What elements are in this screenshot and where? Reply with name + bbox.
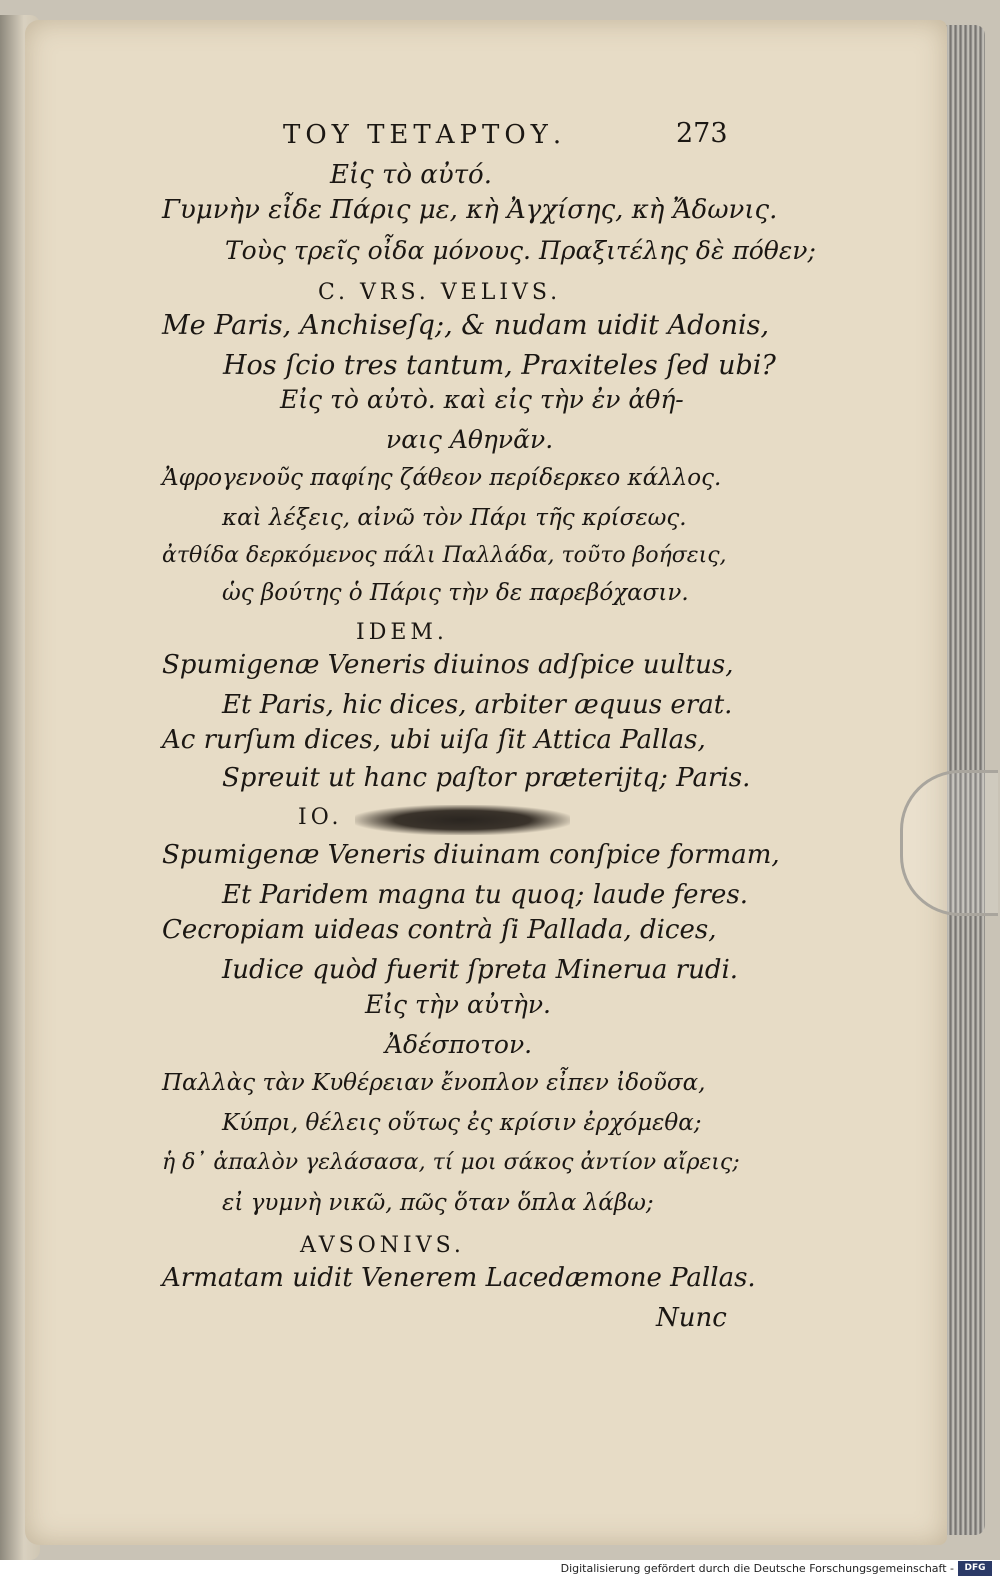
dfg-logo: DFG: [958, 1561, 992, 1576]
text-line: Γυμνὴν εἶδε Πάρις με, κὴ Ἀγχίσης, κὴ Ἄδωνις.: [162, 195, 778, 225]
page-number: 273: [676, 118, 728, 149]
section-heading: C. VRS. VELIVS.: [318, 280, 562, 305]
text-line: Εἰς τὸ αὐτὸ. καὶ εἰς τὴν ἐν ἀθή-: [280, 385, 684, 414]
text-line: Ἀδέσποτον.: [385, 1030, 533, 1059]
text-line: Spumigenæ Veneris diuinos adſpice uultus,: [162, 650, 734, 680]
text-line: ἡ δ᾽ ἁπαλὸν γελάσασα, τί μοι σάκος ἀντίον αἴρεις;: [162, 1150, 740, 1175]
text-line: Me Paris, Anchiseſq;, & nudam uidit Adonis,: [162, 310, 770, 341]
ink-smudge: [355, 805, 570, 835]
text-line: ὡς βούτης ὁ Πάρις τὴν δε παρεβόχασιν.: [222, 580, 689, 606]
text-line: εἰ γυμνὴ νικῶ, πῶς ὅταν ὅπλα λάβω;: [222, 1190, 654, 1216]
section-heading: AVSONIVS.: [300, 1233, 465, 1258]
text-line: Παλλὰς τὰν Κυθέρειαν ἔνοπλον εἶπεν ἰδοῦσα,: [162, 1070, 706, 1096]
text-line: Armatam uidit Venerem Lacedæmone Pallas.: [162, 1263, 756, 1293]
text-line: Cecropiam uideas contrà ſi Pallada, dices,: [162, 915, 717, 945]
text-line: ἀτθίδα δερκόμενος πάλι Παλλάδα, τοῦτο βοήσεις,: [162, 543, 727, 568]
text-line: Spreuit ut hanc paſtor præterijtq; Paris.: [222, 763, 751, 793]
text-line: Hos ſcio tres tantum, Praxiteles ſed ubi?: [223, 350, 776, 381]
text-line: Ἀφρογενοῦς παφίης ζάθεον περίδερκεο κάλλος.: [162, 465, 722, 491]
footer-credit: Digitalisierung gefördert durch die Deutsche Forschungsgemeinschaft -: [560, 1562, 954, 1575]
text-line: ναις Αθηνᾶν.: [386, 425, 554, 454]
text-line: Et Paridem magna tu quoq; laude feres.: [222, 880, 748, 910]
page-clip: [900, 770, 998, 916]
text-line: Εἰς τὴν αὐτὴν.: [365, 990, 551, 1019]
text-line: Τοὺς τρεῖς οἶδα μόνους. Πραξιτέλης δὲ πόθεν;: [225, 236, 816, 265]
text-line: Ac rurſum dices, ubi uiſa ſit Attica Pallas,: [162, 725, 706, 755]
text-line: Εἰς τὸ αὐτό.: [330, 160, 492, 190]
section-heading: IDEM.: [356, 620, 448, 645]
text-line: Et Paris, hic dices, arbiter æquus erat.: [222, 690, 733, 720]
text-line: καὶ λέξεις, αἰνῶ τὸν Πάρι τῆς κρίσεως.: [222, 505, 687, 531]
text-line: Iudice quòd fuerit ſpreta Minerua rudi.: [222, 955, 739, 985]
text-line: Spumigenæ Veneris diuinam conſpice formam,: [162, 840, 780, 870]
catchword: Nunc: [656, 1303, 727, 1333]
running-header: ΤΟΥ ΤΕΤΑΡΤΟΥ.: [283, 120, 567, 150]
text-line: Κύπρι, θέλεις οὕτως ἐς κρίσιν ἐρχόμεθα;: [222, 1110, 702, 1136]
section-heading: IO.: [298, 805, 343, 830]
